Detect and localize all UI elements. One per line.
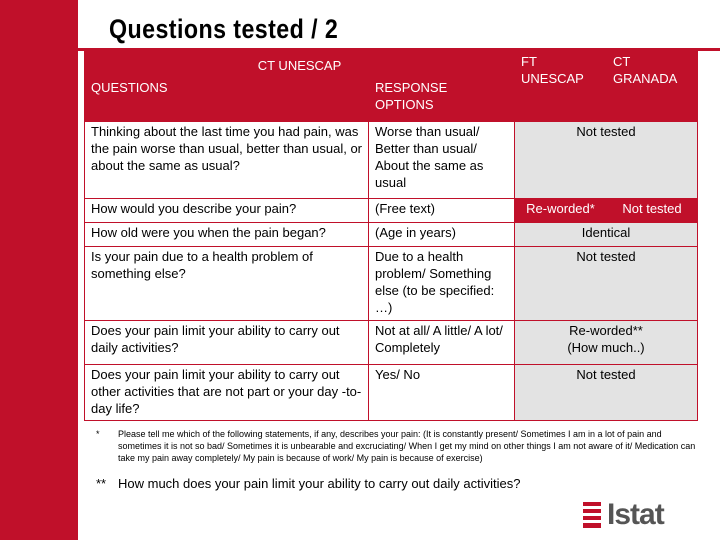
table-row <box>85 365 698 421</box>
header-questions: QUESTIONS <box>85 78 369 122</box>
response-cell: (Age in years) <box>369 223 515 247</box>
footnote-2-text: How much does your pain limit your ability to carry out daily activities? <box>118 476 521 491</box>
result-cell: Not tested <box>515 247 698 321</box>
response-cell: Worse than usual/ Better than usual/ About the same as usual <box>369 122 515 199</box>
header-ct-unescap: CT UNESCAP <box>85 52 515 78</box>
istat-logo-icon <box>583 502 601 528</box>
footnote-1 <box>96 428 696 464</box>
footnote-1-text: Please tell me which of the following statements, if any, describes your pain: (It is constantly present/ Sometimes I am in a lot of pain and sometimes it is not so bad/ Sometimes it is unbearable and excruciating/ When I get my mind on other things I am not aware of it/ Medication can take my pain away completely/ My pain is because of work/ My pain is because of exercise) <box>118 429 696 463</box>
response-cell: Due to a health problem/ Something else (to be specified: …) <box>369 247 515 321</box>
header-ft-unescap: FT UNESCAP <box>515 52 607 122</box>
header-response-options: RESPONSE OPTIONS <box>369 78 515 122</box>
table-row <box>85 321 698 365</box>
table-row <box>85 199 698 223</box>
question-cell: How old were you when the pain began? <box>85 223 369 247</box>
table-row <box>85 247 698 321</box>
table-header-row-1 <box>85 52 698 78</box>
response-cell: Not at all/ A little/ A lot/ Completely <box>369 321 515 365</box>
table-row <box>85 122 698 199</box>
result-sub-text: (How much..) <box>567 340 645 355</box>
footnote-1-mark: * <box>96 429 100 439</box>
question-cell: How would you describe your pain? <box>85 199 369 223</box>
question-cell: Is your pain due to a health problem of something else? <box>85 247 369 321</box>
istat-logo-text: Istat <box>607 498 664 531</box>
footnote-2 <box>96 476 696 491</box>
question-cell: Does your pain limit your ability to carry out daily activities? <box>85 321 369 365</box>
questions-table <box>84 51 698 421</box>
ft-result-cell: Re-worded* <box>515 199 607 223</box>
granada-result-cell: Not tested <box>607 199 698 223</box>
page-title: Questions tested / 2 <box>109 14 339 44</box>
header-ct-granada: CT GRANADA <box>607 52 698 122</box>
response-cell: Yes/ No <box>369 365 515 421</box>
footnotes <box>96 428 696 491</box>
result-cell <box>515 321 698 365</box>
result-cell: Not tested <box>515 122 698 199</box>
istat-logo <box>583 500 693 530</box>
response-cell: (Free text) <box>369 199 515 223</box>
result-main-text: Re-worded** <box>569 323 643 338</box>
result-cell: Not tested <box>515 365 698 421</box>
side-color-bar <box>0 0 78 540</box>
footnote-2-mark: ** <box>96 476 107 491</box>
question-cell: Does your pain limit your ability to carry out other activities that are not part or your day -to-day life? <box>85 365 369 421</box>
question-cell: Thinking about the last time you had pain, was the pain worse than usual, better than usual, or about the same as usual? <box>85 122 369 199</box>
table-row <box>85 223 698 247</box>
result-cell: Identical <box>515 223 698 247</box>
